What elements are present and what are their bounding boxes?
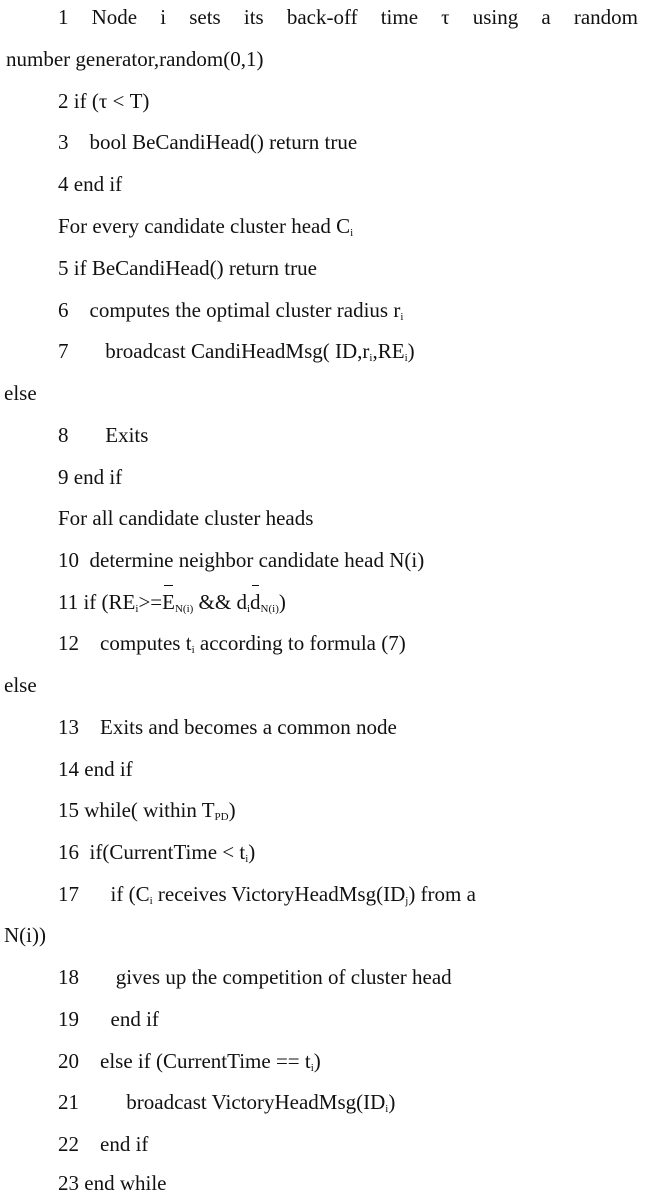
algorithm-line-19: 19 end if: [58, 1007, 159, 1031]
algorithm-line-11: [58, 587, 650, 617]
line-text: 12 computes t: [58, 631, 192, 655]
subscript: i: [369, 352, 373, 364]
line-text: ): [278, 590, 286, 614]
line-text: 11 if (RE: [58, 590, 136, 614]
algorithm-line-1-continuation: number generator,random(0,1): [6, 47, 264, 71]
line-text: 21 broadcast VictoryHeadMsg(ID: [58, 1090, 386, 1114]
line-text: ): [248, 840, 256, 864]
subscript: i: [400, 311, 404, 323]
line-text: 17 if (C: [58, 882, 150, 906]
overline-e: E: [162, 587, 175, 617]
algorithm-line-7: [58, 336, 650, 366]
algorithm-line-8: 8 Exits: [58, 423, 149, 447]
algorithm-line-5: 5 if BeCandiHead() return true: [58, 256, 317, 280]
algorithm-line-3: 3 bool BeCandiHead() return true: [58, 130, 358, 154]
line-text: && d: [193, 590, 247, 614]
algorithm-else-1: else: [4, 381, 37, 405]
algorithm-line-18: 18 gives up the competition of cluster head: [58, 965, 452, 989]
line-text: according to formula (7): [194, 631, 406, 655]
line-text: ): [407, 339, 415, 363]
subscript: i: [245, 853, 249, 865]
algorithm-line-13: 13 Exits and becomes a common node: [58, 715, 397, 739]
line-text: 20 else if (CurrentTime == t: [58, 1049, 311, 1073]
algorithm-line-4: 4 end if: [58, 172, 123, 196]
algorithm-line-20: [58, 1046, 650, 1076]
line-text: ) from a: [408, 882, 476, 906]
algorithm-line-22: 22 end if: [58, 1132, 149, 1156]
subscript: i: [149, 895, 153, 907]
algorithm-line-21: [58, 1087, 650, 1117]
algorithm-section-heading-all: For all candidate cluster heads: [58, 506, 314, 530]
subscript: PD: [214, 811, 229, 823]
subscript: i: [385, 1103, 389, 1115]
subscript: i: [191, 644, 195, 656]
algorithm-section-heading-candidate: [58, 211, 650, 241]
line-text: ): [313, 1049, 321, 1073]
line-text: receives VictoryHeadMsg(ID: [152, 882, 406, 906]
subscript: N(i): [260, 603, 279, 615]
line-text: 7 broadcast CandiHeadMsg( ID,r: [58, 339, 370, 363]
subscript: i: [404, 352, 408, 364]
line-text: 15 while( within T: [58, 798, 215, 822]
algorithm-line-15: [58, 795, 650, 825]
algorithm-line-23: 23 end while: [58, 1171, 167, 1195]
line-text: ,RE: [372, 339, 405, 363]
line-text: ): [228, 798, 236, 822]
algorithm-line-9: 9 end if: [58, 465, 123, 489]
subscript: i: [350, 227, 354, 239]
heading-text: For every candidate cluster head C: [58, 214, 351, 238]
line-text: 16 if(CurrentTime < t: [58, 840, 246, 864]
overline-d: d: [250, 587, 261, 617]
algorithm-line-10: 10 determine neighbor candidate head N(i): [58, 548, 425, 572]
subscript: i: [246, 603, 251, 615]
subscript: i: [310, 1062, 314, 1074]
algorithm-line-2: 2 if (τ < T): [58, 89, 150, 113]
subscript: j: [405, 895, 409, 907]
algorithm-line-16: [58, 837, 650, 867]
subscript: N(i): [174, 603, 194, 615]
algorithm-line-1: 1 Node i sets its back-off time τ using a random: [58, 5, 638, 29]
algorithm-line-17-continuation: N(i)): [4, 923, 46, 947]
operator: >=: [138, 590, 163, 614]
algorithm-line-6: [58, 295, 650, 325]
algorithm-line-17: [58, 879, 638, 909]
line-text: 6 computes the optimal cluster radius r: [58, 298, 401, 322]
line-text: ): [388, 1090, 396, 1114]
subscript: i: [135, 603, 139, 615]
algorithm-else-2: else: [4, 673, 37, 697]
algorithm-line-12: [58, 628, 650, 658]
algorithm-line-14: 14 end if: [58, 757, 133, 781]
